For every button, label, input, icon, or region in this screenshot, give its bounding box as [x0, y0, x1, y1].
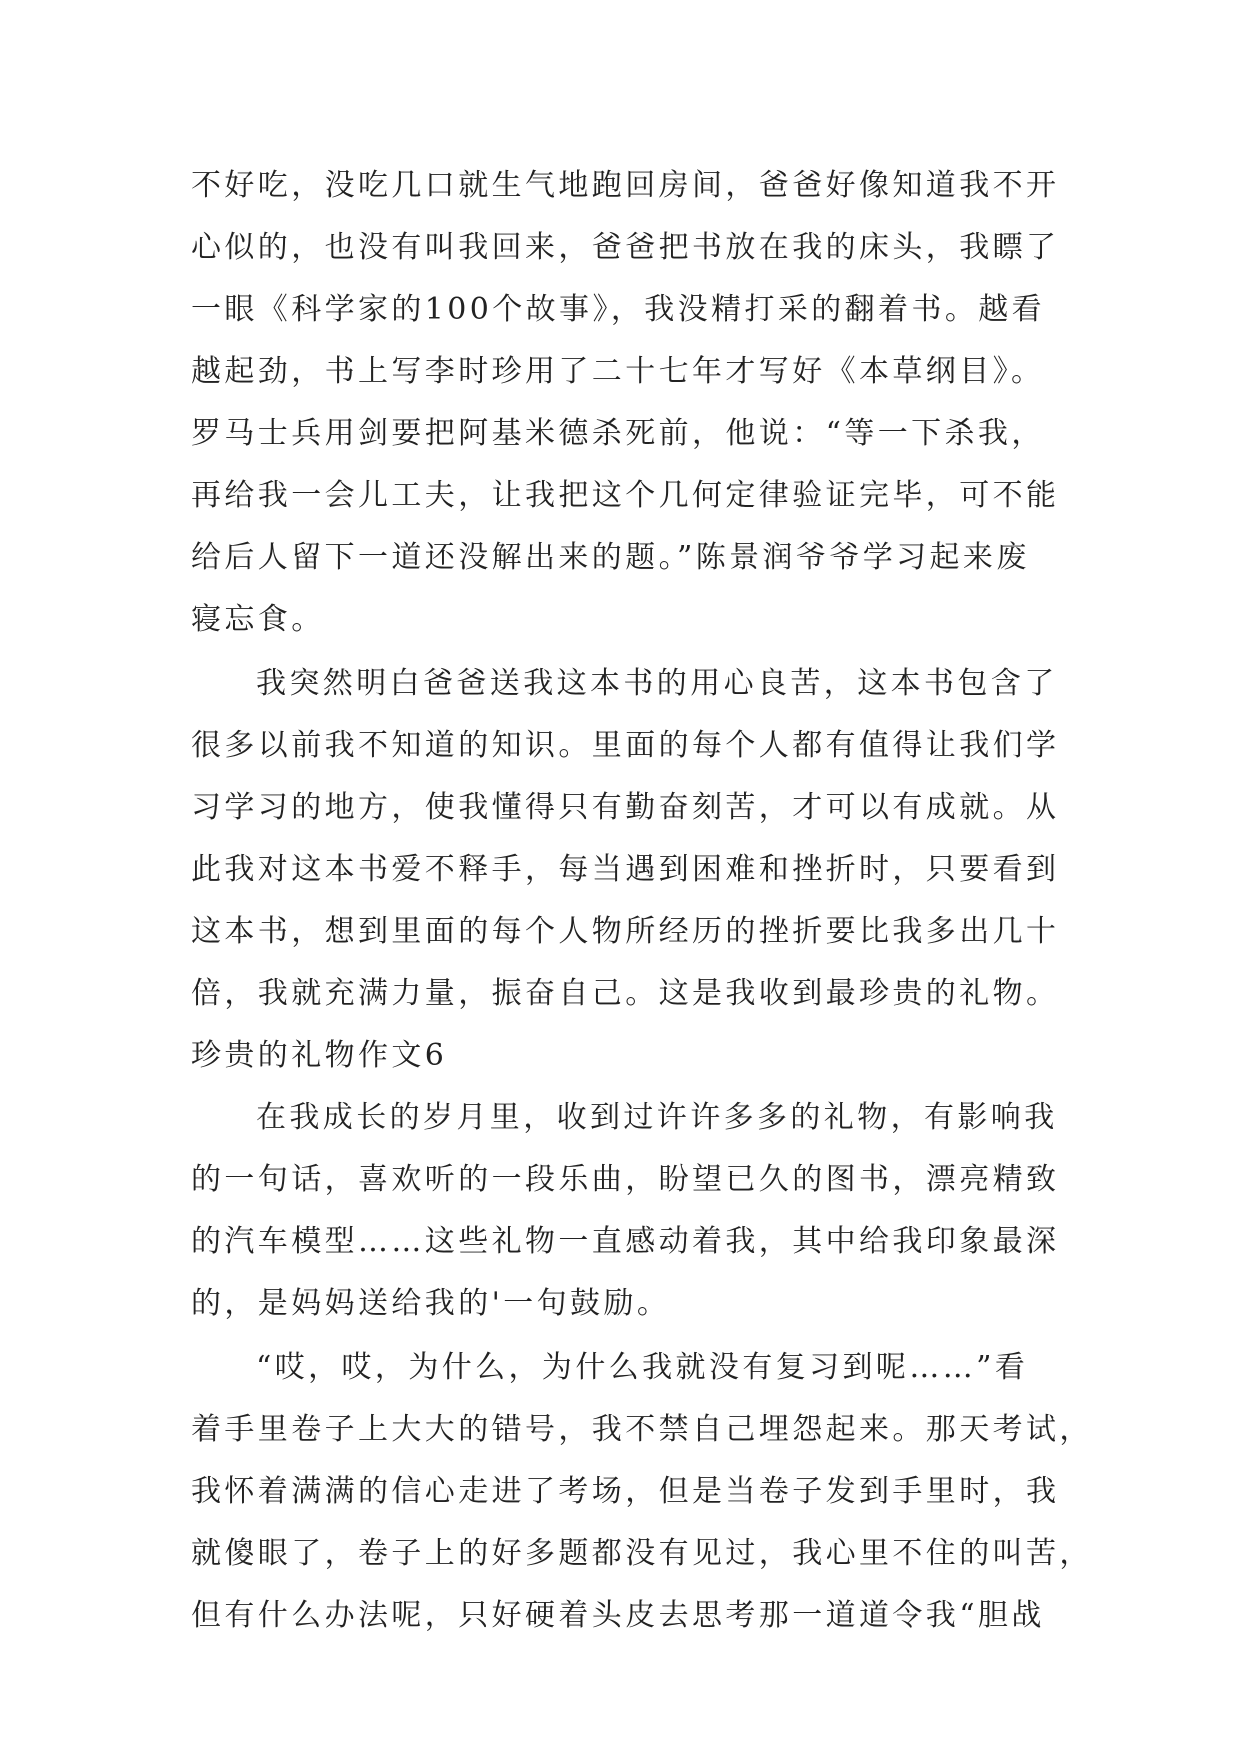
text-line: 越起劲，书上写李时珍用了二十七年才写好《本草纲目》。 — [191, 354, 1045, 389]
text-line: 但有什么办法呢，只好硬着头皮去思考那一道道令我“胆战 — [191, 1598, 1045, 1633]
text-line: 一眼《科学家的100个故事》，我没精打采的翻着书。越看 — [191, 292, 1046, 327]
text-line: 不好吃，没吃几口就生气地跑回房间，爸爸好像知道我不开 — [191, 168, 1060, 203]
text-line: 倍，我就充满力量，振奋自己。这是我收到最珍贵的礼物。 — [191, 976, 1060, 1011]
paragraph-start-line: “哎，哎，为什么，为什么我就没有复习到呢……”看 — [256, 1350, 1029, 1385]
text-line: 再给我一会儿工夫，让我把这个几何定律验证完毕，可不能 — [191, 478, 1060, 513]
text-line: 我怀着满满的信心走进了考场，但是当卷子发到手里时，我 — [191, 1474, 1060, 1509]
paragraph-start-line: 在我成长的岁月里，收到过许许多多的礼物，有影响我 — [256, 1100, 1058, 1135]
text-line: 这本书，想到里面的每个人物所经历的挫折要比我多出几十 — [191, 914, 1060, 949]
text-line: 的汽车模型……这些礼物一直感动着我，其中给我印象最深 — [191, 1224, 1060, 1259]
document-body — [191, 155, 1093, 1647]
text-line: 很多以前我不知道的知识。里面的每个人都有值得让我们学 — [191, 728, 1060, 763]
text-line: 罗马士兵用剑要把阿基米德杀死前，他说：“等一下杀我， — [191, 416, 1045, 451]
text-line: 习学习的地方，使我懂得只有勤奋刻苦，才可以有成就。从 — [191, 790, 1060, 825]
text-line: 寝忘食。 — [191, 602, 325, 637]
text-line: 就傻眼了，卷子上的好多题都没有见过，我心里不住的叫苦， — [191, 1536, 1093, 1571]
text-line: 着手里卷子上大大的错号，我不禁自己埋怨起来。那天考试， — [191, 1412, 1093, 1447]
text-line: 的一句话，喜欢听的一段乐曲，盼望已久的图书，漂亮精致 — [191, 1162, 1060, 1197]
text-line: 给后人留下一道还没解出来的题。”陈景润爷爷学习起来废 — [191, 540, 1030, 575]
text-line: 心似的，也没有叫我回来，爸爸把书放在我的床头，我瞟了 — [191, 230, 1060, 265]
paragraph-start-line: 我突然明白爸爸送我这本书的用心良苦，这本书包含了 — [256, 666, 1058, 701]
section-heading: 珍贵的礼物作文6 — [191, 1038, 448, 1073]
text-line: 此我对这本书爱不释手，每当遇到困难和挫折时，只要看到 — [191, 852, 1060, 887]
text-line: 的，是妈妈送给我的'一句鼓励。 — [191, 1286, 671, 1321]
